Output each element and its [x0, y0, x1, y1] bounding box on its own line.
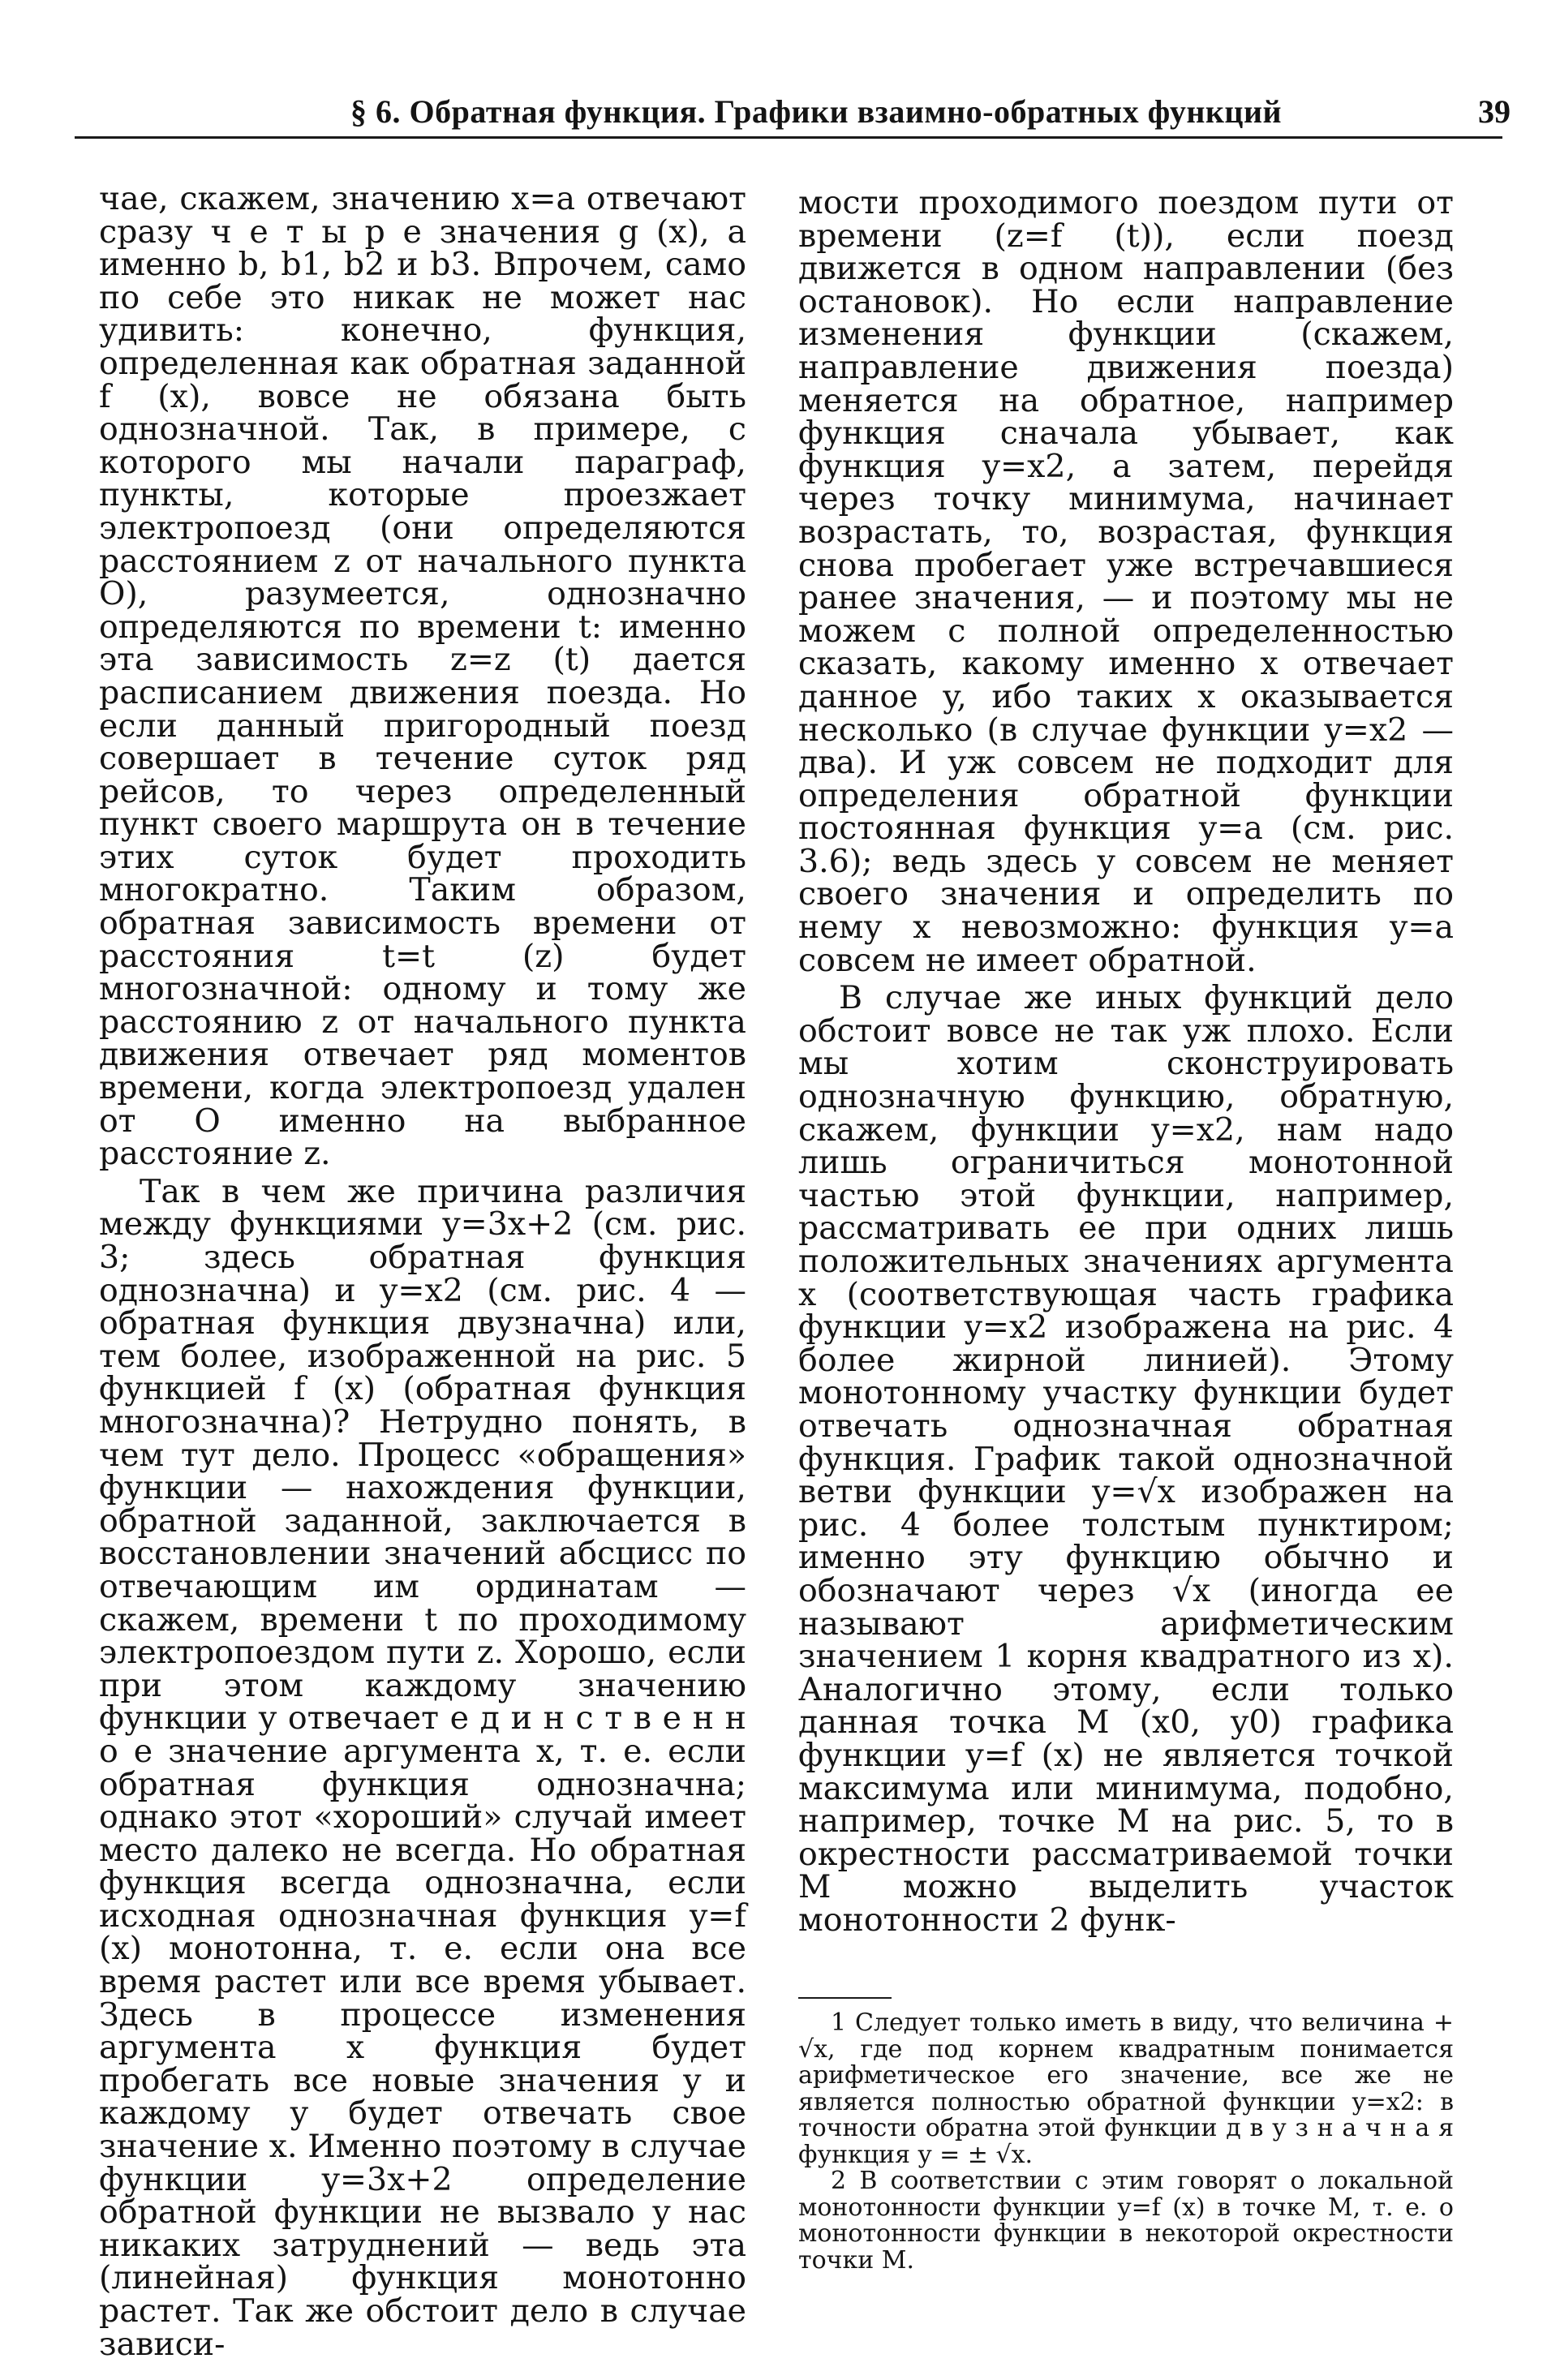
- right-paragraph-1: мости проходимого поездом пути от времени (z=f (t)), если поезд движется в одном направлении (без остановок). Но если направление изменения функции (скажем, направление движения поезда) меняется на обратное, например функция сначала убывает, как функция y=x2, а затем, перейдя через точку минимума, начинает возрастать, то, возрастая, функция снова пробегает уже встречавшиеся ранее значения, — и поэтому мы не можем с полной определенностью сказать, какому именно x отвечает данное y, ибо таких x оказывается несколько (в случае функции y=x2 — два). И уж совсем не подходит для определения обратной функции постоянная функция y=a (см. рис. 3.6); ведь здесь y совсем не меняет своего значения и определить по нему x невозможно: функция y=a совсем не имеет обратной.: [798, 184, 1454, 979]
- left-paragraph-2: Так в чем же причина различия между функциями y=3x+2 (см. рис. 3; здесь обратная функция однозначна) и y=x2 (см. рис. 4 — обратная функция двузначна) или, тем более, изображенной на рис. 5 функцией f (x) (обратная функция многозначна)? Нетрудно понять, в чем тут дело. Процесс «обращения» функции — нахождения функции, обратной заданной, заключается в восстановлении значений абсцисс по отвечающим им ординатам — скажем, времени t по проходимому электропоездом пути z. Хорошо, если при этом каждому значению функции y отвечает е д и н с т в е н н о е значение аргумента x, т. е. если обратная функция однозначна; однако этот «хороший» случай имеет место далеко не всегда. Но обратная функция всегда однозначна, если исходная однозначная функция y=f (x) монотонна, т. е. если она все время растет или все время убывает. Здесь в процессе изменения аргумента x функция будет пробегать все новые значения y и каждому y будет отвечать свое значение x. Именно поэтому в случае функции y=3x+2 определение обратной функции не вызвало у нас никаких затруднений — ведь эта (линейная) функция монотонно растет. Так же обстоит дело в случае зависи-: [99, 1172, 746, 2363]
- right-paragraph-2: В случае же иных функций дело обстоит вовсе не так уж плохо. Если мы хотим сконструировать однозначную функцию, обратную, скажем, функции y=x2, нам надо лишь ограничиться монотонной частью этой функции, например, рассматривать ее при одних лишь положительных значениях аргумента x (соответствующая часть графика функции y=x2 изображена на рис. 4 более жирной линией). Этому монотонному участку функции будет отвечать однозначная обратная функция. График такой однозначной ветви функции y=√x изображен на рис. 4 более толстым пунктиром; именно эту функцию обычно и обозначают через √x (иногда ее называют арифметическим значением 1 корня квадратного из x). Аналогично этому, если только данная точка M (x0, y0) графика функции y=f (x) не является точкой максимума или минимума, подобно, например, точке M на рис. 5, то в окрестности рассматриваемой точки M можно выделить участок монотонности 2 функ-: [798, 979, 1454, 1939]
- running-header: [75, 88, 1527, 140]
- right-column: [798, 184, 1454, 1939]
- footnote-rule: [798, 1997, 892, 1999]
- footnote-2: 2 В соответствии с этим говорят о локальной монотонности функции y=f (x) в точке M, т. е. о монотонности функции в некоторой окрестности точки M.: [798, 2167, 1454, 2275]
- footnote-1: 1 Следует только иметь в виду, что величина + √x, где под корнем квадратным понимается арифметическое его значение, все же не является полностью обратной функции y=x2: в точности обратна этой функции д в у з н а ч н а я функция y = ± √x.: [798, 2008, 1454, 2169]
- footnotes: [798, 2010, 1454, 2274]
- page-number: 39: [1478, 93, 1511, 130]
- header-rule: [75, 136, 1502, 139]
- left-paragraph-1: чае, скажем, значению x=a отвечают сразу ч е т ы р е значения g (x), а именно b, b1, b2 и b3. Впрочем, само по себе это никак не может нас удивить: конечно, функция, определенная как обратная заданной f (x), вовсе не обязана быть однозначной. Так, в примере, с которого мы начали параграф, пункты, которые проезжает электропоезд (они определяются расстоянием z от начального пункта O), разумеется, однозначно определяются по времени t: именно эта зависимость z=z (t) дается расписанием движения поезда. Но если данный пригородный поезд совершает в течение суток ряд рейсов, то через определенный пункт своего маршрута он в течение этих суток будет проходить многократно. Таким образом, обратная зависимость времени от расстояния t=t (z) будет многозначной: одному и тому же расстоянию z от начального пункта движения отвечает ряд моментов времени, когда электропоезд удален от O именно на выбранное расстояние z.: [99, 180, 746, 1173]
- page-title: § 6. Обратная функция. Графики взаимно-обратных функций: [350, 93, 1283, 130]
- left-column: [99, 180, 746, 2363]
